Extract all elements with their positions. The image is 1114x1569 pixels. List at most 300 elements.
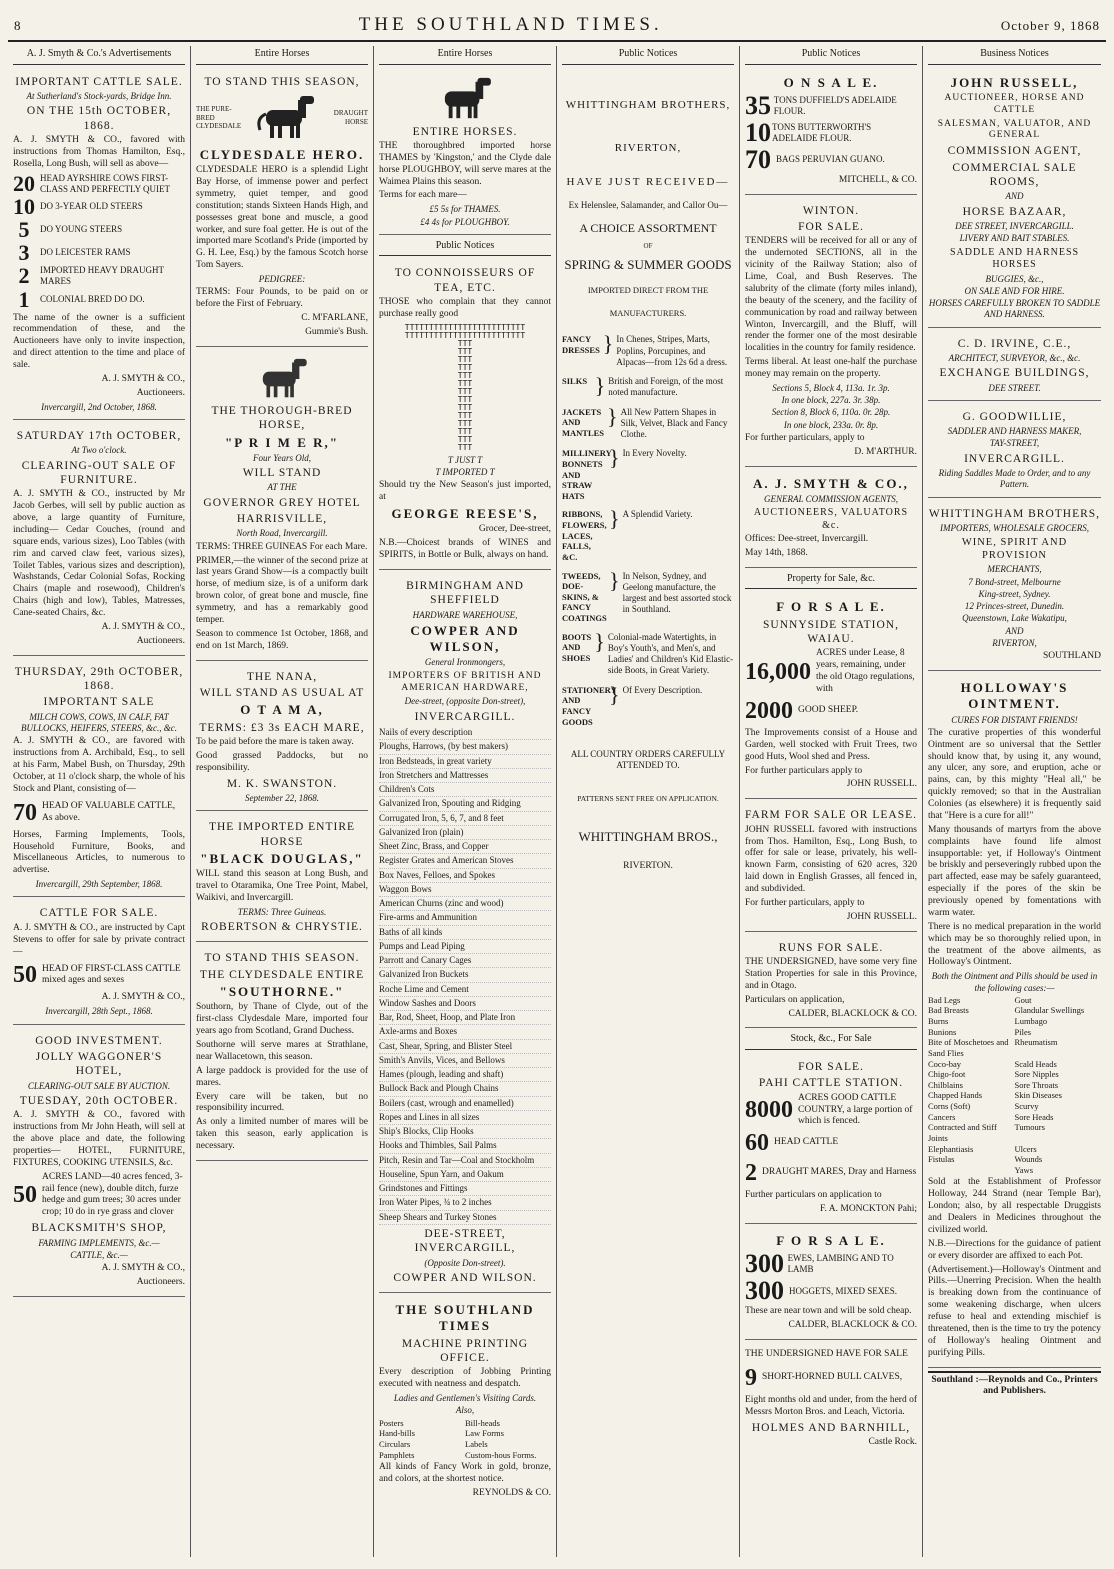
lot-list: [745, 1251, 917, 1304]
winton-ad: [745, 198, 917, 467]
direct-line: IMPORTED DIRECT FROM THE: [587, 285, 709, 295]
list-item: Cancers: [928, 1111, 956, 1122]
ad-offices: Offices: Dee-street, Invercargill.: [745, 534, 869, 545]
address: DEE STREET, INVERCARGILL.: [955, 221, 1074, 231]
commission-agents-ad: [745, 470, 917, 568]
ad-signature: A. J. SMYTH & CO.,: [101, 992, 185, 1003]
john-russell-ad: [928, 69, 1101, 328]
line-4: Riding Saddles Made to Order, and to any Pattern.: [938, 468, 1091, 490]
lot-text: DO YOUNG STEERS: [40, 224, 123, 235]
furniture-sale-ad: [13, 423, 185, 656]
ad-body: These are near town and will be sold cheap.: [745, 1306, 912, 1317]
list-item: Baths of all kinds: [379, 926, 551, 940]
bull-calves-ad: [745, 1343, 917, 1456]
line-4: COMMERCIAL SALE ROOMS,: [952, 161, 1077, 188]
ad-signature-place: Castle Rock.: [868, 1437, 917, 1447]
goods-text: A Splendid Variety.: [622, 509, 693, 520]
ad-title: C. D. IRVINE, C.E.,: [957, 337, 1072, 350]
goodwillie-ad: [928, 404, 1101, 498]
country-orders: ALL COUNTRY ORDERS CAREFULLY ATTENDED TO.: [570, 749, 726, 771]
lot-text: DRAUGHT MARES, Dray and Harness: [762, 1167, 917, 1178]
ad-signature: A. J. SMYTH & CO.,: [101, 621, 185, 632]
list-item: Chigo-foot: [928, 1069, 966, 1080]
brace-glyph: }: [602, 331, 614, 357]
column-heading: Entire Horses: [196, 46, 368, 65]
ad-terms: Terms liberal. At least one-half the purchase money may remain on the property.: [745, 357, 917, 379]
ad-body: Every description of Jobbing Printing executed with neatness and despatch.: [379, 1367, 551, 1390]
ad-title: GOOD INVESTMENT.: [35, 1034, 163, 1047]
ad-title: THE NANA,: [246, 670, 318, 683]
ad-body-2: Eight months old and under, from the herd of Messrs Morton Bros. and Leach, Victoria.: [745, 1394, 917, 1417]
horse-name: "BLACK DOUGLAS,": [200, 850, 364, 866]
list-item: Chapped Hands: [928, 1090, 983, 1101]
ad-dated: Invercargill, 28th Sept., 1868.: [45, 1006, 153, 1017]
list-item: Galvanized Iron, Spouting and Ridging: [379, 797, 551, 811]
ad-body: THE UNDERSIGNED HAVE FOR SALE: [745, 1349, 908, 1359]
goods-line: SPRING & SUMMER GOODS: [564, 256, 732, 272]
ad-body-2: Many thousands of martyrs from the above complaints have found life almost insupportable: yet, if Holloway's Ointment be briskly and perseveringly rubbed upon the part affected, ease may be safely guaranteed, especially if the pores of the skin be previously opened by fomentations with warm water.: [928, 824, 1101, 918]
list-item: Bad Legs: [928, 994, 961, 1005]
line-9: ON SALE AND FOR HIRE.: [964, 285, 1065, 296]
ad-date: ON THE 15th OCTOBER, 1868.: [26, 105, 172, 132]
goods-text: Of Every Description.: [622, 684, 703, 695]
ad-subtitle: HARDWARE WAREHOUSE,: [412, 609, 518, 620]
list-item: Roche Lime and Cement: [379, 983, 551, 997]
list-item: Bill-heads: [465, 1417, 500, 1428]
cases-heading: Both the Ointment and Pills should be used in the following cases:—: [931, 971, 1098, 993]
runs-sale-ad: [745, 935, 917, 1029]
list-item: Pitch, Resin and Tar—Coal and Stockholm: [379, 1154, 551, 1168]
ad-body: The Improvements consist of a House and Garden, well stocked with Fruit Trees, two good Huts, Wool shed and Press.: [745, 727, 917, 762]
lot-text: ACRES LAND—40 acres fenced, 3-rail fence (new), double ditch, furze hedge and gum trees; 30 acres under crop; 10 do in rye grass and clover: [42, 1171, 183, 1218]
lot-text: HEAD OF VALUABLE CATTLE, As above.: [42, 800, 176, 823]
tea-just: T JUST T: [447, 454, 483, 465]
ad-body-5: As only a limited number of mares will be taken this season, early application is necessary.: [196, 1117, 368, 1151]
ad-subtitle: MACHINE PRINTING OFFICE.: [401, 1337, 529, 1364]
ad-title: WHITTINGHAM BROTHERS,: [928, 507, 1101, 520]
newspaper-title: THE SOUTHLAND TIMES.: [358, 14, 663, 35]
lot: [745, 144, 917, 174]
price-ploughboy: £4 4s for PLOUGHBOY.: [420, 216, 510, 227]
lot: [745, 1093, 917, 1129]
list-item: Sheet Zinc, Brass, and Copper: [379, 840, 551, 854]
brace-glyph: }: [609, 681, 620, 707]
list-item: Yaws: [1014, 1164, 1034, 1175]
firm-town: INVERCARGILL.: [414, 710, 516, 723]
column-1: [8, 46, 191, 1557]
printing-office-ad: [379, 1296, 551, 1507]
ad-subtitle-2: AUCTIONEERS, VALUATORS &c.: [753, 507, 909, 531]
ad-title: CATTLE FOR SALE.: [39, 907, 159, 920]
ad-signature: C. M'FARLANE,: [301, 313, 368, 323]
lot-list: [745, 90, 917, 174]
list-item: Axle-arms and Boxes: [379, 1025, 551, 1039]
ad-title: TO STAND THIS SEASON,: [204, 75, 360, 88]
ad-title: THE IMPORTED ENTIRE HORSE: [208, 821, 356, 848]
ad-title: JOHN RUSSELL,: [950, 74, 1079, 90]
list-item: Fistulas: [928, 1154, 955, 1165]
list-item: Piles: [1014, 1026, 1032, 1037]
list-item: Fire-arms and Ammunition: [379, 911, 551, 925]
ad-body: The curative properties of this wonderful Ointment are so universal that the Settler should know that, by using it, any wound, any ulcer, any sore, and eruption, ache or pains, can, by this mighty "Heal all," be quickly removed; so that in the Australian Colonies (as elsewhere) it is frequently said that "Here is a cure for all!": [928, 727, 1101, 821]
line-8: RIVERTON,: [992, 637, 1037, 648]
column-2: [191, 46, 374, 1557]
list-item: Window Sashes and Doors: [379, 997, 551, 1011]
ad-body-3: There is no medical preparation in the world which may be so thoroughly relied upon, in the treatment of the above ailments, as Holloway's Ointment.: [928, 921, 1101, 968]
goods-label: JACKETS AND MANTLES: [562, 406, 605, 438]
lot: [745, 1278, 917, 1304]
ad-terms: TERMS: £3 3s EACH MARE,: [199, 721, 365, 734]
ad-body: Southorn, by Thane of Clyde, out of the first-class Clydesdale Mare, imported four years ago from Scotland, Grand Duchess.: [196, 1002, 368, 1037]
ad-signature: REYNOLDS & CO.: [472, 1487, 551, 1498]
lot-number: 16,000: [745, 659, 811, 686]
horse-name: "P R I M E R,": [225, 434, 339, 450]
implements-heading: FARMING IMPLEMENTS, &c.—: [38, 1237, 160, 1248]
lot: [13, 286, 185, 312]
ad-signature: JOHN RUSSELL.: [846, 911, 917, 922]
tea-letter-grid: TTTTTTTTTTTTTTTTTTTTTTTTT TTTTTTTTTTTTTTTTTTTTTTTTT TTT TTT TTT TTT TTT TTT TTT TTT TTT TTT TTT TTT TTT TTT: [404, 322, 526, 452]
cattle-heading: CATTLE, &c.—: [70, 1249, 128, 1260]
ad-place: At Sutherland's Stock-yards, Bridge Inn.: [26, 90, 172, 101]
issue-date: October 9, 1868: [1000, 18, 1100, 33]
ad-title: THE SOUTHLAND TIMES: [395, 1302, 535, 1334]
ad-signature-role: Auctioneers.: [136, 387, 185, 398]
holloway-ad: [928, 674, 1101, 1368]
list-item: Ulcers: [1014, 1143, 1037, 1154]
line-6: 12 Princes-street, Dunedin.: [964, 601, 1065, 612]
entire-horses-ad: [379, 69, 551, 235]
lot-text: GOOD SHEEP.: [798, 704, 859, 715]
shop-address: Grocer, Dee-street,: [478, 524, 551, 535]
ad-signature: F. A. MONCKTON Pahi;: [820, 1204, 917, 1215]
section-1: Sections 5, Block 4, 113a. 1r. 3p.: [772, 382, 890, 393]
list-item: Smith's Anvils, Vices, and Bellows: [379, 1054, 551, 1068]
lot: [13, 960, 185, 990]
list-item: Bullock Back and Plough Chains: [379, 1082, 551, 1096]
section-2: In one block, 227a. 3r. 38p.: [781, 395, 881, 406]
list-item: Glandular Swellings: [1014, 1005, 1085, 1016]
at-the: AT THE: [267, 482, 297, 493]
ad-signature-place: Gummie's Bush.: [305, 326, 368, 337]
line-8: BUGGIES, &c.,: [985, 273, 1044, 284]
horse-icon: [250, 357, 314, 401]
columns: [8, 46, 1106, 1557]
price-thames: £5 5s for THAMES.: [429, 204, 501, 215]
ad-title: A. J. SMYTH & CO.,: [753, 475, 909, 491]
firm-trade: General Ironmongers,: [424, 657, 506, 668]
pedigree-heading: PEDIGREE:: [258, 274, 306, 284]
lot-number: 300: [745, 1249, 784, 1279]
ad-date: TUESDAY, 20th OCTOBER.: [19, 1094, 179, 1107]
list-item: Galvanized Iron (plain): [379, 826, 551, 840]
line-3: MERCHANTS,: [987, 564, 1042, 575]
line-4: 7 Bond-street, Melbourne: [968, 576, 1061, 587]
town-name: HARRISVILLE,: [236, 513, 328, 525]
lot: [13, 219, 185, 241]
ad-title: G. GOODWILLIE,: [962, 410, 1067, 423]
line-5: King-street, Sydney.: [978, 588, 1051, 599]
lot-text: IMPORTED HEAVY DRAUGHT MARES: [40, 265, 164, 287]
list-item: Contracted and Stiff Joints: [928, 1122, 997, 1143]
list-item: Hand-bills: [379, 1428, 415, 1439]
list-item: Rheumatism: [1014, 1037, 1058, 1048]
good-investment-ad: [13, 1028, 185, 1297]
ad-body-4: Every care will be taken, but no responsibility incurred.: [196, 1091, 368, 1114]
goods-item: [562, 445, 734, 501]
lot-number: 10: [745, 117, 771, 147]
lot: [13, 1172, 185, 1220]
lot-text: HEAD CATTLE: [774, 1137, 839, 1148]
ad-subtitle-2: MILCH COWS, COWS, IN CALF, FAT BULLOCKS, HEIFERS, STEERS, &c., &c.: [21, 711, 177, 733]
hotel-name: GOVERNOR GREY HOTEL: [203, 496, 361, 509]
assortment-line: A CHOICE ASSORTMENT: [579, 221, 717, 235]
lot-number: 3: [18, 240, 30, 265]
goods-item: [562, 403, 734, 441]
milch-cows-sale-ad: [13, 659, 185, 898]
lot-text: HOGGETS, MIXED SEXES.: [789, 1285, 897, 1296]
list-item: Waggon Bows: [379, 883, 551, 897]
ad-body: THE thoroughbred imported horse THAMES by 'Kingston,' and the Clyde dale horse PLOUGHBOY, will serve mares at the Waimea Plains this season.: [379, 140, 551, 187]
lot-text: EWES, LAMBING AND TO LAMB: [787, 1253, 894, 1275]
ad-season: Season to commence 1st October, 1868, and end on 1st March, 1869.: [196, 628, 368, 651]
lot-text: HEAD AYRSHIRE COWS FIRST-CLASS AND PERFECTLY QUIET: [40, 172, 171, 194]
of-line: OF: [643, 242, 653, 250]
list-item: Scald Heads: [1014, 1058, 1057, 1069]
column-heading: Property for Sale, &c.: [745, 571, 917, 590]
line-1: SADDLER AND HARNESS MAKER,: [947, 426, 1082, 437]
line-10: HORSES CAREFULLY BROKEN TO SADDLE AND HARNESS.: [928, 298, 1101, 320]
goods-label: RIBBONS, FLOWERS, LACES, FALLS, &C.: [562, 509, 607, 562]
ad-subtitle: CLEARING-OUT SALE OF FURNITURE.: [21, 459, 177, 486]
lot-text: ACRES under Lease, 8 years, remaining, under the old Otago regulations, with: [816, 648, 915, 694]
ad-dated: May 14th, 1868.: [745, 548, 808, 558]
ad-tail: All kinds of Fancy Work in gold, bronze, and colors, at the shortest notice.: [379, 1462, 551, 1484]
irvine-ad: [928, 331, 1101, 401]
ad-signature-role: Auctioneers.: [136, 1276, 185, 1287]
goods-item: [562, 681, 734, 728]
list-item: Hooks and Thimbles, Sail Palms: [379, 1139, 551, 1153]
ad-subtitle: IMPORTANT SALE: [43, 696, 155, 709]
brace-glyph: }: [594, 628, 605, 654]
lot-number: 1: [18, 286, 30, 312]
lot-number: 50: [13, 962, 37, 989]
ad-subtitle: GENERAL COMMISSION AGENTS,: [764, 493, 898, 504]
list-item: Tumours: [1014, 1122, 1045, 1133]
list-item: Pamphlets: [379, 1449, 415, 1460]
ad-signature: A. J. SMYTH & CO.,: [101, 373, 185, 384]
lot-text: DO LEICESTER RAMS: [40, 247, 131, 258]
list-item: Sore Nipples: [1014, 1069, 1059, 1080]
ad-signature: A. J. SMYTH & CO.,: [101, 1263, 185, 1273]
ad-title: FARM FOR SALE OR LEASE.: [745, 809, 917, 822]
cattle-sale-ad: [13, 69, 185, 420]
list-item: Box Naves, Felloes, and Spokes: [379, 869, 551, 883]
line-2: EXCHANGE BUILDINGS,: [939, 367, 1090, 380]
goods-list: [562, 331, 734, 727]
ad-body-2: Southorne will serve mares at Strathlane, near Wallacetown, this season.: [196, 1040, 368, 1062]
page-number: 8: [14, 18, 21, 33]
list-item: Iron Stretchers and Mattresses: [379, 769, 551, 783]
ad-body: A. J. SMYTH & CO., favored with instructions from Mr John Heath, will sell at the above place and date, the following properties— HOTEL, FURNITURE, FIXTURES, COOKING UTENSILS, &c.: [13, 1110, 185, 1168]
line-9: SOUTHLAND: [1042, 651, 1101, 662]
lot-text: COLONIAL BRED DO DO.: [40, 293, 145, 304]
ad-signature-role: Auctioneers.: [136, 635, 185, 646]
list-item: Bunions: [928, 1026, 957, 1037]
ad-title: ENTIRE HORSES.: [412, 125, 518, 138]
goods-text: In Nelson, Sydney, and Geelong manufacture, the largest and best assorted stock in Southland.: [622, 570, 732, 615]
list-item: Sore Throats: [1014, 1079, 1059, 1090]
will-stand: WILL STAND AS USUAL AT: [199, 686, 365, 699]
ad-body: THE UNDERSIGNED, have some very fine Station Properties for sale in this Province, and in Otago.: [745, 957, 917, 991]
ad-nb: N.B.—Choicest brands of WINES and SPIRITS, in Bottle or Bulk, always on hand.: [379, 538, 551, 560]
lot: [13, 265, 185, 288]
ad-apply: For further particulars apply to: [745, 765, 863, 776]
list-item: [928, 1165, 1015, 1176]
line-2: TAY-STREET,: [989, 438, 1040, 449]
list-item: Ship's Blocks, Clip Hooks: [379, 1125, 551, 1139]
list-item: Register Grates and American Stoves: [379, 854, 551, 868]
lot-text: ACRES GOOD CATTLE COUNTRY, a large portion of which is fenced.: [798, 1092, 913, 1127]
goods-text: All New Pattern Shapes in Silk, Velvet, Black and Fancy Clothe.: [620, 406, 728, 439]
ad-time: At Two o'clock.: [71, 445, 127, 456]
list-item: Scurvy: [1014, 1101, 1039, 1111]
column-heading: A. J. Smyth & Co.'s Advertisements: [13, 46, 185, 65]
ad-signature: WHITTINGHAM BROS.,: [578, 829, 718, 844]
list-item: Hames (plough, leading and shaft): [379, 1068, 551, 1082]
lot: [745, 648, 917, 696]
ad-title: HOLLOWAY'S OINTMENT.: [960, 680, 1069, 712]
list-item: Houseline, Spun Yarn, and Oakum: [379, 1168, 551, 1182]
ad-left-caption: THE PURE-BRED CLYDESDALE: [196, 104, 242, 131]
horse-icon: [252, 94, 322, 142]
goods-text: In Chenes, Stripes, Marts, Poplins, Porcupines, and Alpacas—from 12s 6d a dress.: [616, 334, 728, 367]
column-6: [923, 46, 1106, 1557]
list-item: Coco-bay: [928, 1058, 962, 1069]
line-1: IMPORTERS, WHOLESALE GROCERS,: [940, 522, 1089, 533]
tea-ad: [379, 260, 551, 570]
ad-body: A. J. SMYTH & CO., are favored with instructions from A. Archibald, Esq., to sell at his Farm, Mabel Bush, on Thursday, 29th October, at 11 o'clock sharp, the whole of his Stock and Plant, consisting of—: [13, 736, 185, 794]
ad-title: TO STAND THIS SEASON.: [204, 952, 360, 965]
ad-right-caption: DRAUGHT HORSE: [333, 109, 368, 126]
line-6: LIVERY AND BAIT STABLES.: [959, 233, 1070, 244]
ad-terms: TERMS: THREE GUINEAS For each Mare.: [196, 541, 368, 552]
masthead: [8, 14, 1106, 42]
ad-signature: HOLMES AND BARNHILL,: [751, 1421, 911, 1434]
cases-list: [928, 995, 1101, 1176]
goods-label: TWEEDS, DOE-SKINS, & FANCY COATINGS: [562, 570, 607, 623]
list-item: Bar, Rod, Sheet, Hoop, and Plate Iron: [379, 1011, 551, 1025]
cattle-for-sale-ad: [13, 900, 185, 1024]
ad-title: FOR SALE.: [798, 1060, 864, 1073]
list-item: Skin Diseases: [1014, 1090, 1062, 1101]
ad-payment: To be paid before the mare is taken away.: [196, 736, 354, 747]
section-3: Section 8, Block 6, 110a. 0r. 28p.: [771, 407, 891, 418]
horse-icon: [430, 76, 500, 122]
column-heading: Entire Horses: [379, 46, 551, 65]
ewes-sale-ad: [745, 1227, 917, 1340]
sold-line: Sold at the Establishment of Professor Holloway, 244 Strand (near Temple Bar), London; also, by all respectable Druggists and Dealers in Medicines throughout the civilized world.: [928, 1177, 1101, 1235]
ad-apply: For further particulars, apply to: [745, 432, 865, 443]
ad-signature: ROBERTSON & CHRYSTIE.: [201, 921, 363, 933]
lot-number: 2: [745, 1160, 757, 1187]
line-3: DEE STREET.: [988, 382, 1041, 393]
line-2: SALESMAN, VALUATOR, AND GENERAL: [937, 118, 1092, 141]
list-item: Wounds: [1014, 1154, 1043, 1165]
shop-name: GEORGE REESE'S,: [391, 506, 539, 521]
street-line: DEE-STREET, INVERCARGILL,: [414, 1227, 516, 1255]
list-item: Circulars: [379, 1438, 411, 1449]
ad-title: THURSDAY, 29th OCTOBER, 1868.: [14, 665, 184, 692]
ad-signature-town: RIVERTON.: [623, 861, 673, 872]
have-just-received: HAVE JUST RECEIVED—: [566, 176, 730, 188]
lot: [13, 798, 185, 828]
ad-signature: JOHN RUSSELL.: [846, 779, 917, 790]
ad-subtitle: SUNNYSIDE STATION, WAIAU.: [763, 618, 899, 645]
road-name: North Road, Invercargill.: [236, 528, 328, 539]
lot-number: 60: [745, 1130, 769, 1157]
list-item: Pumps and Lead Piping: [379, 940, 551, 954]
ad-subtitle: PAHI CATTLE STATION.: [758, 1077, 904, 1090]
lot-number: 2: [18, 263, 30, 289]
ad-subtitle: JOLLY WAGGONER'S HOTEL,: [35, 1050, 163, 1078]
ad-terms: Terms for each mare—: [379, 190, 467, 201]
ad-signature: D. M'ARTHUR.: [854, 446, 917, 457]
list-item: Ploughs, Harrows, (by best makers): [379, 740, 551, 754]
brace-glyph: }: [609, 506, 620, 532]
horse-name: CLYDESDALE HERO.: [199, 146, 365, 162]
list-item: Grindstones and Fittings: [379, 1182, 551, 1196]
ad-signature: M. K. SWANSTON.: [226, 777, 338, 790]
southorne-ad: [196, 945, 368, 1161]
list-item: Children's Cots: [379, 783, 551, 797]
whittingham-business-ad: [928, 501, 1101, 672]
goods-item: [562, 567, 734, 624]
tea-imported: T IMPORTED T: [435, 467, 495, 477]
list-item: Galvanized Iron Buckets: [379, 968, 551, 982]
column-3: [374, 46, 557, 1557]
ad-body: WILL stand this season at Long Bush, and travel to Otaramika, One Tree Point, Mabel, Waikivi, and Invercargill.: [196, 869, 368, 903]
ad-title: RUNS FOR SALE.: [778, 941, 884, 954]
lot-number: 9: [745, 1364, 757, 1391]
list-item: Boilers (cast, wrough and enamelled): [379, 1097, 551, 1111]
ad-subtitle-2: CLEARING-OUT SALE BY AUCTION.: [27, 1080, 171, 1091]
ad-title: F O R S A L E.: [776, 1233, 886, 1248]
lot-list: [13, 170, 185, 312]
list-item: Bite of Moschetoes and Sand Flies: [928, 1037, 1009, 1058]
ad-paddocks: Good grassed Paddocks, but no responsibility.: [196, 750, 368, 773]
ad-body: JOHN RUSSELL favored with instructions from Thos. Hamilton, Esq., Long Bush, to offer for sale or lease, privately, his well-known Farm, consisting of 620 acres, 320 laid down in English Grasses, all fenced in, and subdivided.: [745, 824, 917, 894]
lot: [745, 1251, 917, 1277]
ad-signature: CALDER, BLACKLOCK & CO.: [788, 1008, 917, 1019]
advertisement-line: (Advertisement.)—Holloway's Ointment and Pills.—Unerring Precision. When the health is breaking down from the continuance of some weakening discharge, when ulcers refuse to heal and extending mischief is threatened, then is the time to try the potency of Holloway's healing Ointment and purifying Pills.: [928, 1264, 1101, 1358]
also-label: Also,: [455, 1405, 475, 1416]
goods-item: [562, 506, 734, 562]
list-item: Custom-hous Forms.: [465, 1449, 537, 1460]
lot-number: 20: [13, 170, 35, 196]
list-item: Parrott and Canary Cages: [379, 954, 551, 968]
line-1: ARCHITECT, SURVEYOR, &c., &c.: [948, 352, 1081, 363]
ad-body: TENDERS will be received for all or any of the undernoted SECTIONS, all in the vicinity of the Railway Station; also of Lime, Coal, and Bush Reserves. The salubrity of the climate (forty miles inland), the beauty of the scenery, and the facility of communication by road and railway between Winton, Invercargill, and the Bluff, will render the former one of the most desirable localities in the country for family residence.: [745, 236, 917, 354]
goods-text: Colonial-made Watertights, in Boy's Youth's, and Men's, and Ladies' and Children's Kid Elastic-side Boots, in Great Variety.: [607, 631, 734, 676]
and-line: AND: [1005, 625, 1024, 636]
ad-apply: For further particulars, apply to: [745, 897, 865, 908]
lot-number: 50: [13, 1182, 37, 1209]
manufacturers-line: MANUFACTURERS.: [609, 307, 687, 318]
lot-number: 2000: [745, 697, 793, 724]
ad-apply: Further particulars on application to: [745, 1190, 882, 1201]
goods-item: [562, 373, 734, 399]
clydesdale-hero-ad: [196, 69, 368, 347]
